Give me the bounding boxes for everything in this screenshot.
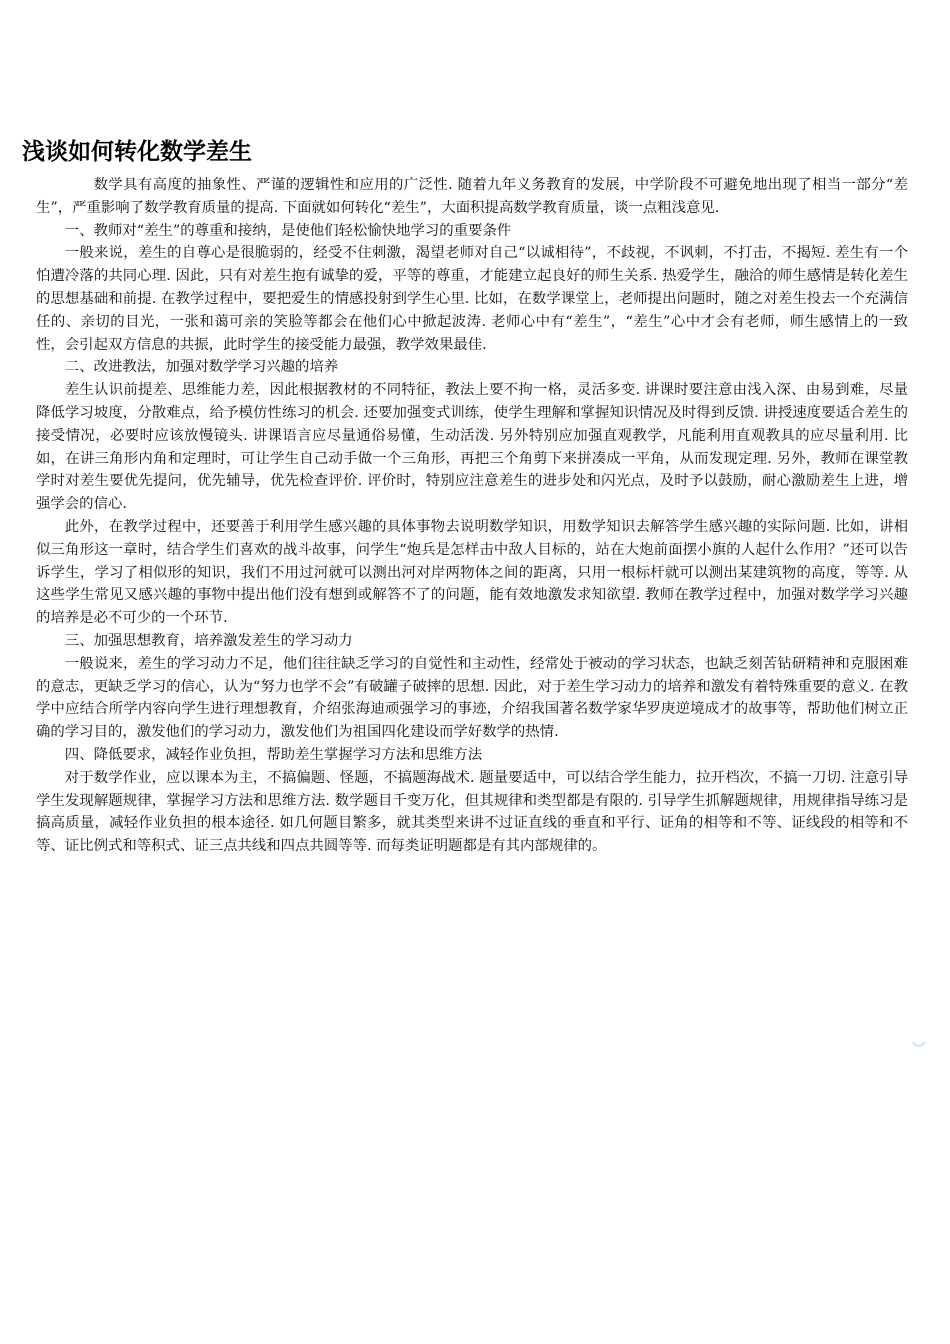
section-heading-4: 四、降低要求，减轻作业负担，帮助差生掌握学习方法和思维方法 [64,746,483,763]
body-paragraph: 对于数学作业，应以课本为主，不搞偏题、怪题，不搞题海战术. 题量要适中，可以结合学生能力，拉开档次，不搞一刀切. 注意引导学生发现解题规律，掌握学习方法和思维方法. 数学题目千变万化，但其规律和类型都是有限的. 引导学生抓解题规律，用规律指导练习是搞高质量，减轻作业负担的根本途径. 如几何题目繁多，就其类型来讲不过证直线的垂直和平行、证角的相等和不等、证线段的相等和不等、证比例式和等积式、证三点共线和四点共圆等等. 而每类证明题都是有其内部规律的。 [36,769,908,855]
section-heading-1: 一、教师对“差生”的尊重和接纳，是使他们轻松愉快地学习的重要条件 [64,222,512,239]
document-title: 浅谈如何转化数学差生 [22,139,252,165]
body-paragraph: 一般来说，差生的自尊心是很脆弱的，经受不住刺激，渴望老师对自己“以诚相待”，不歧视，不讽刺，不打击，不揭短. 差生有一个怕遭冷落的共同心理. 因此，只有对差生抱有诚挚的爱，平等的尊重，才能建立起良好的师生关系. 热爱学生，融洽的师生感情是转化差生的思想基础和前提. 在教学过程中，要把爱生的情感投射到学生心里. 比如，在数学课堂上，老师提出问题时，随之对差生投去一个充满信任的、亲切的目光，一张和蔼可亲的笑脸等都会在他们心中掀起波涛. 老师心中有“差生”，“差生”心中才会有老师，师生感情上的一致性，会引起双方信息的共振，此时学生的接受能力最强，教学效果最佳. [36,245,908,353]
document-body [36,174,908,858]
body-paragraph: 此外，在教学过程中，还要善于利用学生感兴趣的具体事物去说明数学知识，用数学知识去解答学生感兴趣的实际问题. 比如，讲相似三角形这一章时，结合学生们喜欢的战斗故事，问学生“炮兵是怎样击中敌人目标的，站在大炮前面摆小旗的人起什么作用？”还可以告诉学生，学习了相似形的知识，我们不用过河就可以测出河对岸两物体之间的距离，只用一根标杆就可以测出某建筑物的高度，等等. 从这些学生常见又感兴趣的事物中提出他们没有想到或解答不了的问题，能有效地激发求知欲望. 教师在教学过程中，加强对数学学习兴趣的培养是必不可少的一个环节. [36,518,908,627]
page-corner-mark-icon [912,1040,926,1050]
intro-paragraph: 数学具有高度的抽象性、严谨的逻辑性和应用的广泛性. 随着九年义务教育的发展，中学阶段不可避免地出现了相当一部分“差生”，严重影响了数学教育质量的提高. 下面就如何转化“差生”，大面积提高数学教育质量，谈一点粗浅意见. [36,177,908,216]
body-paragraph: 差生认识前提差、思维能力差，因此根据教材的不同特征，教法上要不拘一格，灵活多变. 讲课时要注意由浅入深、由易到难，尽量降低学习坡度，分散难点，给予模仿性练习的机会. 还要加强变式训练，使学生理解和掌握知识情况及时得到反馈. 讲授速度要适合差生的接受情况，必要时应该放慢镜头. 讲课语言应尽量通俗易懂，生动活泼. 另外特别应加强直观教学，凡能利用直观教具的应尽量利用. 比如，在讲三角形内角和定理时，可让学生自己动手做一个三角形，再把三个角剪下来拼凑成一平角，从而发现定理. 另外，教师在课堂教学时对差生要优先提问，优先辅导，优先检查评价. 评价时，特别应注意差生的进步处和闪光点，及时予以鼓励，耐心激励差生上进，增强学会的信心. [36,382,908,513]
section-heading-2: 二、改进教法，加强对数学学习兴趣的培养 [64,359,339,376]
body-paragraph: 一般说来，差生的学习动力不足，他们往往缺乏学习的自觉性和主动性，经常处于被动的学习状态，也缺乏刻苦钻研精神和克服困难的意志，更缺乏学习的信心，认为“努力也学不会”有破罐子破摔的思想. 因此，对于差生学习动力的培养和激发有着特殊重要的意义. 在教学中应结合所学内容向学生进行理想教育，介绍张海迪顽强学习的事迹，介绍我国著名数学家华罗庚逆境成才的故事等，帮助他们树立正确的学习目的，激发他们的学习动力，激发他们为祖国四化建设而学好数学的热情. [36,655,908,741]
section-heading-3: 三、加强思想教育，培养激发差生的学习动力 [64,632,353,649]
